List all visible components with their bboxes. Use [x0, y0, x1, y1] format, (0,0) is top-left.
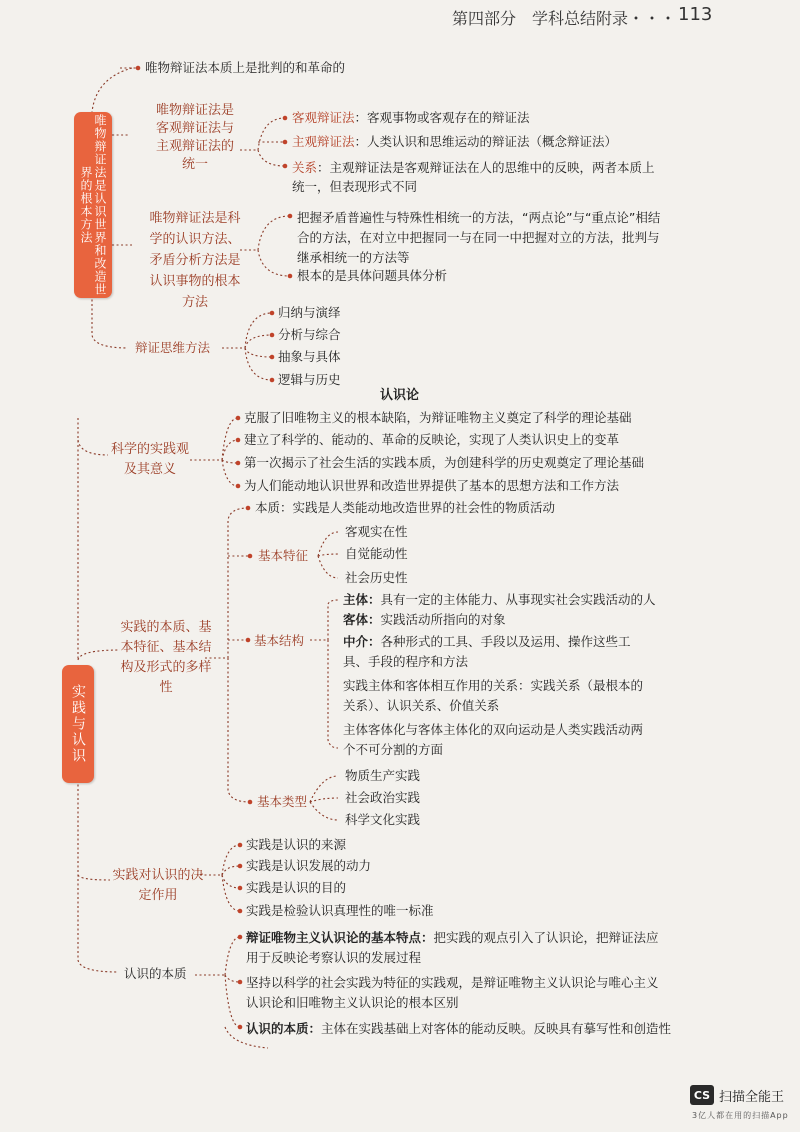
connector: [78, 440, 108, 455]
node-dot: [238, 886, 243, 891]
node-contradiction-methods: 把握矛盾普遍性与特殊性相统一的方法，“两点论”与“重点论”相结合的方法，在对立中把握同一与在同一中把握对立的方法，批判与继承相统一的方法等: [297, 210, 661, 265]
node-dot: [270, 355, 275, 360]
thinking-method-item: 分析与综合: [278, 327, 341, 342]
decisive-item: 实践是认识的目的: [246, 880, 347, 895]
decisive-item: 实践是认识发展的动力: [246, 858, 372, 873]
connector: [310, 802, 338, 820]
node-dot: [283, 164, 288, 169]
connector: [318, 532, 338, 556]
node-subjective-dialectics: 主观辩证法：人类认识和思维运动的辩证法（概念辩证法）: [292, 134, 618, 149]
node-dot: [283, 140, 288, 145]
connector: [78, 875, 110, 880]
node-dot: [288, 274, 293, 279]
node-dot: [270, 333, 275, 338]
topic-label: 实践与认识: [70, 684, 86, 764]
node-dot: [238, 1025, 243, 1030]
structure-relations: 实践主体和客体相互作用的关系：实践关系（最根本的关系）、认识关系、价值关系: [343, 678, 644, 713]
feature-item: 社会历史性: [345, 570, 408, 585]
node-dialectical-thinking: 辩证思维方法: [135, 340, 211, 355]
significance-item: 为人们能动地认识世界和改造世界提供了基本的思想方法和工作方法: [244, 478, 620, 493]
cognition-definition: 认识的本质：主体在实践基础上对客体的能动反映。反映具有摹写性和创造性: [246, 1021, 672, 1036]
type-item: 科学文化实践: [345, 812, 421, 827]
structure-subject: 主体：具有一定的主体能力、从事现实社会实践活动的人: [343, 592, 656, 607]
significance-item: 第一次揭示了社会生活的实践本质，为创建科学的历史观奠定了理论基础: [244, 455, 645, 470]
node-dot: [246, 638, 251, 643]
node-objective-subjective-unity: 唯物辩证法是客观辩证法与主观辩证法的统一: [155, 103, 234, 172]
connector: [245, 348, 272, 380]
scanner-app-name: 扫描全能王: [719, 1089, 785, 1105]
connector: [328, 640, 338, 748]
node-dot: [236, 484, 241, 489]
node-basic-types: 基本类型: [257, 794, 308, 809]
thinking-method-item: 归纳与演绎: [278, 305, 341, 320]
connector: [78, 650, 120, 660]
thinking-method-item: 抽象与具体: [278, 349, 341, 364]
node-dot: [236, 416, 241, 421]
connector: [245, 313, 272, 348]
connector: [258, 250, 290, 276]
node-concrete-analysis: 根本的是具体问题具体分析: [297, 268, 448, 283]
node-dot: [238, 864, 243, 869]
cognition-distinction: 坚持以科学的社会实践为特征的实践观，是辩证唯物主义认识论与唯心主义认识论和旧唯物主义认识论的根本区别: [246, 975, 659, 1010]
node-critical-revolutionary: 唯物辩证法本质上是批判的和革命的: [145, 60, 346, 75]
connector: [225, 975, 240, 1027]
node-scientific-method: 唯物辩证法是科学的认识方法、矛盾分析方法是认识事物的根本方法: [149, 211, 241, 310]
type-item: 社会政治实践: [345, 790, 421, 805]
structure-bidirectional: 主体客体化与客体主体化的双向运动是人类实践活动两个不可分割的方面: [343, 722, 644, 757]
node-practice-decisive: 实践对认识的决定作用: [112, 868, 204, 903]
node-dot: [238, 909, 243, 914]
node-dot: [270, 378, 275, 383]
scanner-watermark: [690, 1085, 784, 1105]
page-number: 113: [678, 4, 713, 25]
connector: [228, 508, 248, 658]
node-practice-essence: 实践的本质、基本特征、基本结构及形式的多样性: [120, 620, 212, 695]
thinking-method-item: 逻辑与历史: [278, 372, 341, 387]
decisive-item: 实践是检验认识真理性的唯一标准: [246, 903, 434, 918]
structure-object: 客体：实践活动所指向的对象: [343, 612, 506, 627]
connector: [222, 875, 240, 888]
node-practice-view: 科学的实践观及其意义: [110, 442, 189, 477]
connector: [222, 460, 238, 463]
connector: [310, 798, 338, 802]
feature-item: 客观实在性: [345, 524, 408, 539]
practice-essence-text: 本质：实践是人类能动地改造世界的社会性的物质活动: [255, 500, 556, 515]
scanner-slogan: 3亿人都在用的扫描App: [692, 1111, 789, 1120]
node-objective-dialectics: 客观辩证法：客观事物或客观存在的辩证法: [292, 110, 530, 125]
connector: [222, 866, 240, 875]
connector: [225, 975, 240, 982]
node-dot: [236, 438, 241, 443]
node-dot: [288, 214, 293, 219]
node-dot: [238, 980, 243, 985]
connector: [245, 348, 272, 357]
decisive-item: 实践是认识的来源: [246, 837, 347, 852]
topic-label: 唯物辩证法是认识世界和改造世界的根本方法: [79, 114, 107, 296]
node-dot: [238, 843, 243, 848]
node-dot: [248, 800, 253, 805]
significance-item: 克服了旧唯物主义的根本缺陷，为辩证唯物主义奠定了科学的理论基础: [244, 410, 632, 425]
connector: [258, 216, 290, 250]
significance-item: 建立了科学的、能动的、革命的反映论，实现了人类认识史上的变革: [244, 432, 620, 447]
connector: [92, 295, 128, 348]
connector: [222, 460, 238, 486]
connector: [328, 600, 338, 640]
cognition-feature: 辩证唯物主义认识论的基本特点：把实践的观点引入了认识论，把辩证法应用于反映论考察认识的发展过程: [246, 930, 659, 965]
node-dot: [248, 554, 253, 559]
node-dot: [238, 935, 243, 940]
cs-logo-icon: CS: [690, 1085, 714, 1105]
node-dot: [246, 506, 251, 511]
node-cognition-essence: 认识的本质: [124, 966, 187, 981]
node-basic-structure: 基本结构: [254, 633, 305, 648]
connector: [228, 658, 250, 802]
connector: [318, 554, 338, 556]
node-dot: [283, 116, 288, 121]
topic-practice-cognition: [62, 665, 94, 783]
connector: [222, 440, 238, 460]
node-relationship: 关系：主观辩证法是客观辩证法在人的思维中的反映，两者本质上统一，但表现形式不同: [292, 160, 655, 194]
node-dot: [270, 311, 275, 316]
connector: [258, 118, 285, 150]
connector: [318, 556, 338, 578]
topic-dialectics-method: [74, 112, 112, 298]
connector: [258, 150, 285, 166]
header-title: 第四部分 学科总结附录・・・: [452, 9, 677, 28]
node-dot: [236, 461, 241, 466]
connector: [222, 418, 238, 460]
connector: [225, 937, 240, 975]
type-item: 物质生产实践: [345, 768, 421, 783]
feature-item: 自觉能动性: [345, 546, 408, 561]
structure-medium: 中介：各种形式的工具、手段以及运用、操作这些工具、手段的程序和方法: [343, 634, 631, 669]
section-heading-epistemology: 认识论: [380, 388, 420, 403]
connector: [245, 335, 272, 348]
node-basic-features: 基本特征: [258, 548, 309, 563]
node-dot: [136, 66, 141, 71]
